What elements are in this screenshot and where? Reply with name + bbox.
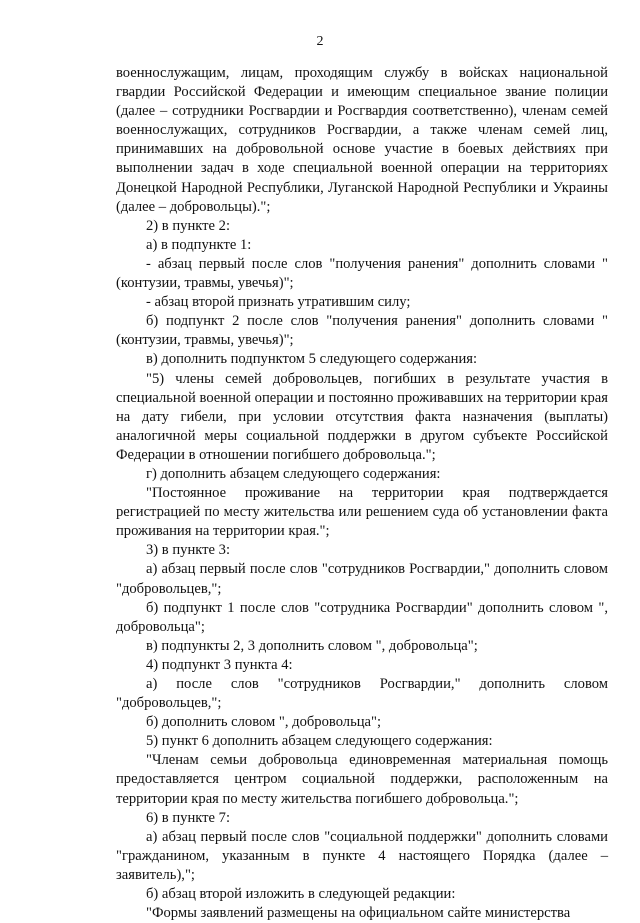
paragraph-dash-2: - абзац второй признать утратившим силу; (146, 294, 411, 311)
paragraph-item-4a: а) после слов "сотрудников Росгвардии," дополнить словом "добровольцев,"; (116, 676, 608, 712)
paragraph-quote-5: "5) члены семей добровольцев, погибших в результате участия в специальной военной операции и постоянно проживавших на территории края на дату гибели, при условии отсутствия факта назначения (выплаты) аналогичной меры социальной поддержки в другом субъекте Российской Федерации в отношении погибшего добровольца."; (116, 370, 608, 463)
paragraph-item-5: 5) пункт 6 дополнить абзацем следующего содержания: (146, 733, 493, 750)
paragraph-item-3a: а) абзац первый после слов "сотрудников Росгвардии," дополнить словом "добровольцев,"; (116, 561, 608, 597)
paragraph-quote-forms: "Формы заявлений размещены на официальном сайте министерства (146, 905, 571, 922)
paragraph-item-6: 6) в пункте 7: (146, 809, 231, 826)
paragraph-item-4: 4) подпункт 3 пункта 4: (146, 656, 293, 673)
paragraph-subitem-b: б) подпункт 2 после слов "получения ранения" дополнить словами "(контузии, травмы, увечья)"; (116, 313, 608, 349)
document-body (116, 64, 608, 923)
paragraph-item-3b: б) подпункт 1 после слов "сотрудника Росгвардии" дополнить словом ", добровольца"; (116, 599, 608, 635)
paragraph-quote-family: "Членам семьи добровольца единовременная материальная помощь предоставляется центром социальной поддержки, расположенным на территории края по месту жительства погибшего добровольца."; (116, 752, 608, 807)
paragraph-quote-residence: "Постоянное проживание на территории края подтверждается регистрацией по месту жительства или решением суда об установлении факта проживания на территории края."; (116, 485, 608, 540)
paragraph-continuation: военнослужащим, лицам, проходящим службу в войсках национальной гвардии Российской Федерации и имеющим специальное звание полиции (далее – сотрудники Росгвардии и Росгвардия соответственно), членам семей военнослужащих, сотрудников Росгвардии, а также членам семей лиц, принимавших на добровольной основе участие в боевых действиях при выполнении задач в ходе специальной военной операции на территориях Донецкой Народной Республики, Луганской Народной Республики и Украины (далее – добровольцы)."; (116, 65, 608, 215)
paragraph-item-3: 3) в пункте 3: (146, 542, 231, 559)
paragraph-item-6a: а) абзац первый после слов "социальной поддержки" дополнить словами "гражданином, указанным в пункте 4 настоящего Порядка (далее – заявитель),"; (116, 828, 608, 883)
paragraph-subitem-g: г) дополнить абзацем следующего содержания: (146, 465, 441, 482)
paragraph-item-3v: в) подпункты 2, 3 дополнить словом ", добровольца"; (146, 637, 478, 654)
paragraph-item-2: 2) в пункте 2: (146, 217, 231, 234)
paragraph-dash-1: - абзац первый после слов "получения ранения" дополнить словами "(контузии, травмы, увечья)"; (116, 255, 608, 292)
paragraph-item-4b: б) дополнить словом ", добровольца"; (146, 714, 382, 731)
page-number: 2 (316, 34, 324, 49)
paragraph-item-6b: б) абзац второй изложить в следующей редакции: (146, 886, 456, 903)
paragraph-subitem-a: а) в подпункте 1: (146, 236, 252, 253)
paragraph-subitem-v: в) дополнить подпунктом 5 следующего содержания: (146, 351, 478, 368)
